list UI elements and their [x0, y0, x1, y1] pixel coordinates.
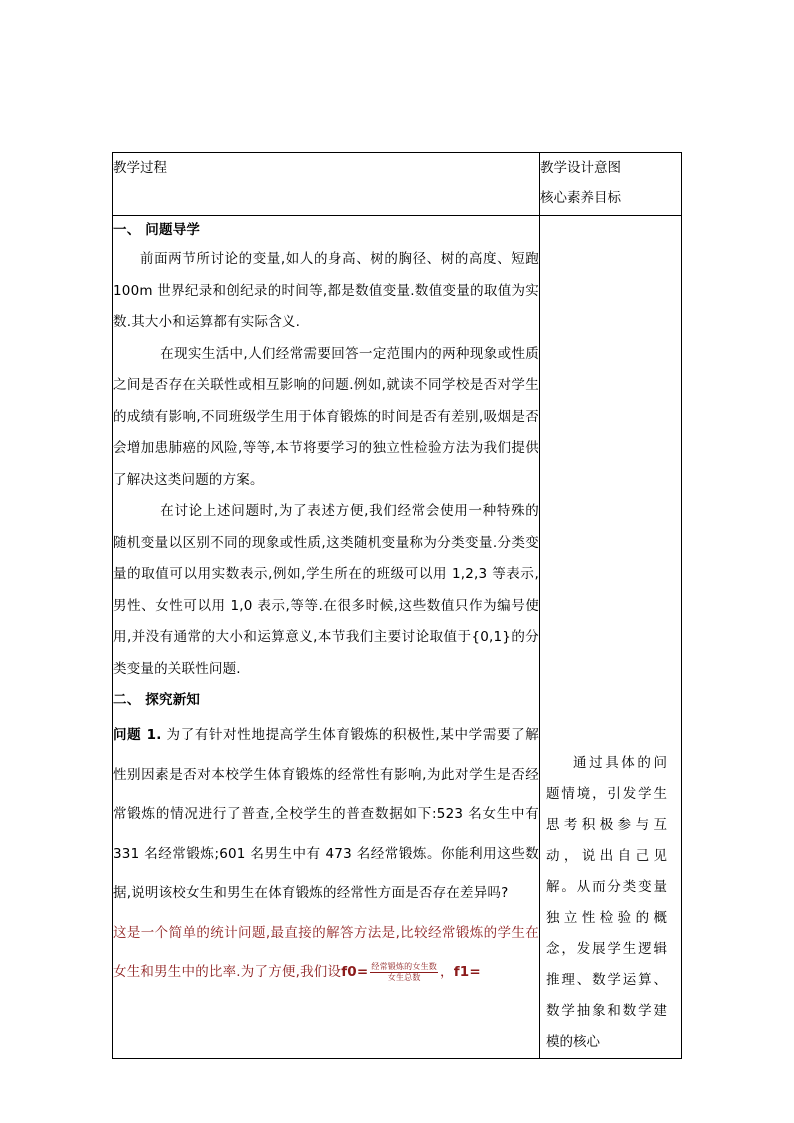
header-intent-line1: 教学设计意图: [540, 160, 621, 176]
question-1-text: 为了有针对性地提高学生体育锻炼的积极性,某中学需要了解性别因素是否对本校学生体育锻炼的经常性有影响,为此对学生是否经常锻炼的情况进行了普查,全校学生的普查数据如下:523 名女生中有 331 名经常锻炼;601 名男生中有 473 名经常锻炼。你能利用这些数据,说明该校女生和男生在体育锻炼的经常性方面是否存在差异吗?: [113, 727, 539, 901]
f0-label: f0=: [341, 964, 369, 980]
header-intent-line2: 核心素养目标: [540, 190, 621, 206]
answer-block: [113, 914, 539, 993]
answer-text: 这是一个简单的统计问题,最直接的解答方法是,比较经常锻炼的学生在女生和男生中的比率.为了方便,我们设: [113, 924, 539, 980]
intent-text: 通过具体的问题情境，引发学生思考积极参与互动，说出自己见解。从而分类变量独立性检验的概念，发展学生逻辑推理、数学运算、数学抽象和数学建模的核心: [546, 755, 667, 1050]
f1-label: f1=: [453, 964, 481, 980]
table-body-row: [113, 216, 682, 1059]
question-1-label: 问题 1.: [113, 727, 162, 743]
header-intent: [540, 153, 682, 216]
ratio-fraction: [370, 962, 438, 983]
fraction-numerator: 经常锻炼的女生数: [371, 961, 437, 971]
section1-paragraph-3: 在讨论上述问题时,为了表述方便,我们经常会使用一种特殊的随机变量以区别不同的现象或性质,这类随机变量称为分类变量.分类变量的取值可以用实数表示,例如,学生所在的班级可以用 1,2,3 等表示,男性、女性可以用 1,0 表示,等等.在很多时候,这些数值只作为编号使用,并没有通常的大小和运算意义,本节我们主要讨论取值于{0,1}的分类变量的关联性问题.: [113, 503, 539, 677]
question-block: [113, 716, 539, 914]
table-header-row: [113, 153, 682, 216]
formula-separator: ，: [439, 964, 454, 980]
section1-paragraph-1: 前面两节所讨论的变量,如人的身高、树的胸径、树的高度、短跑 100m 世界纪录和创纪录的时间等,都是数值变量.数值变量的取值为实数.其大小和运算都有实际含义.: [113, 251, 539, 330]
lesson-table: [112, 152, 682, 1059]
process-cell: [113, 216, 540, 1059]
header-process-label: 教学过程: [113, 160, 167, 176]
answer-paragraph: [113, 914, 539, 993]
header-process: [113, 153, 540, 216]
section2-title: 二、 探究新知: [113, 692, 201, 708]
intent-cell: [540, 216, 682, 1059]
section1-paragraph-2: 在现实生活中,人们经常需要回答一定范围内的两种现象或性质之间是否存在关联性或相互影响的问题.例如,就读不同学校是否对学生的成绩有影响,不同班级学生用于体育锻炼的时间是否有差别,吸烟是否会增加患肺癌的风险,等等,本节将要学习的独立性检验方法为我们提供了解决这类问题的方案。: [113, 345, 539, 488]
question-1: [113, 716, 539, 914]
fraction-denominator: 女生总数: [387, 972, 421, 982]
section1-title: 一、 问题导学: [113, 222, 201, 238]
